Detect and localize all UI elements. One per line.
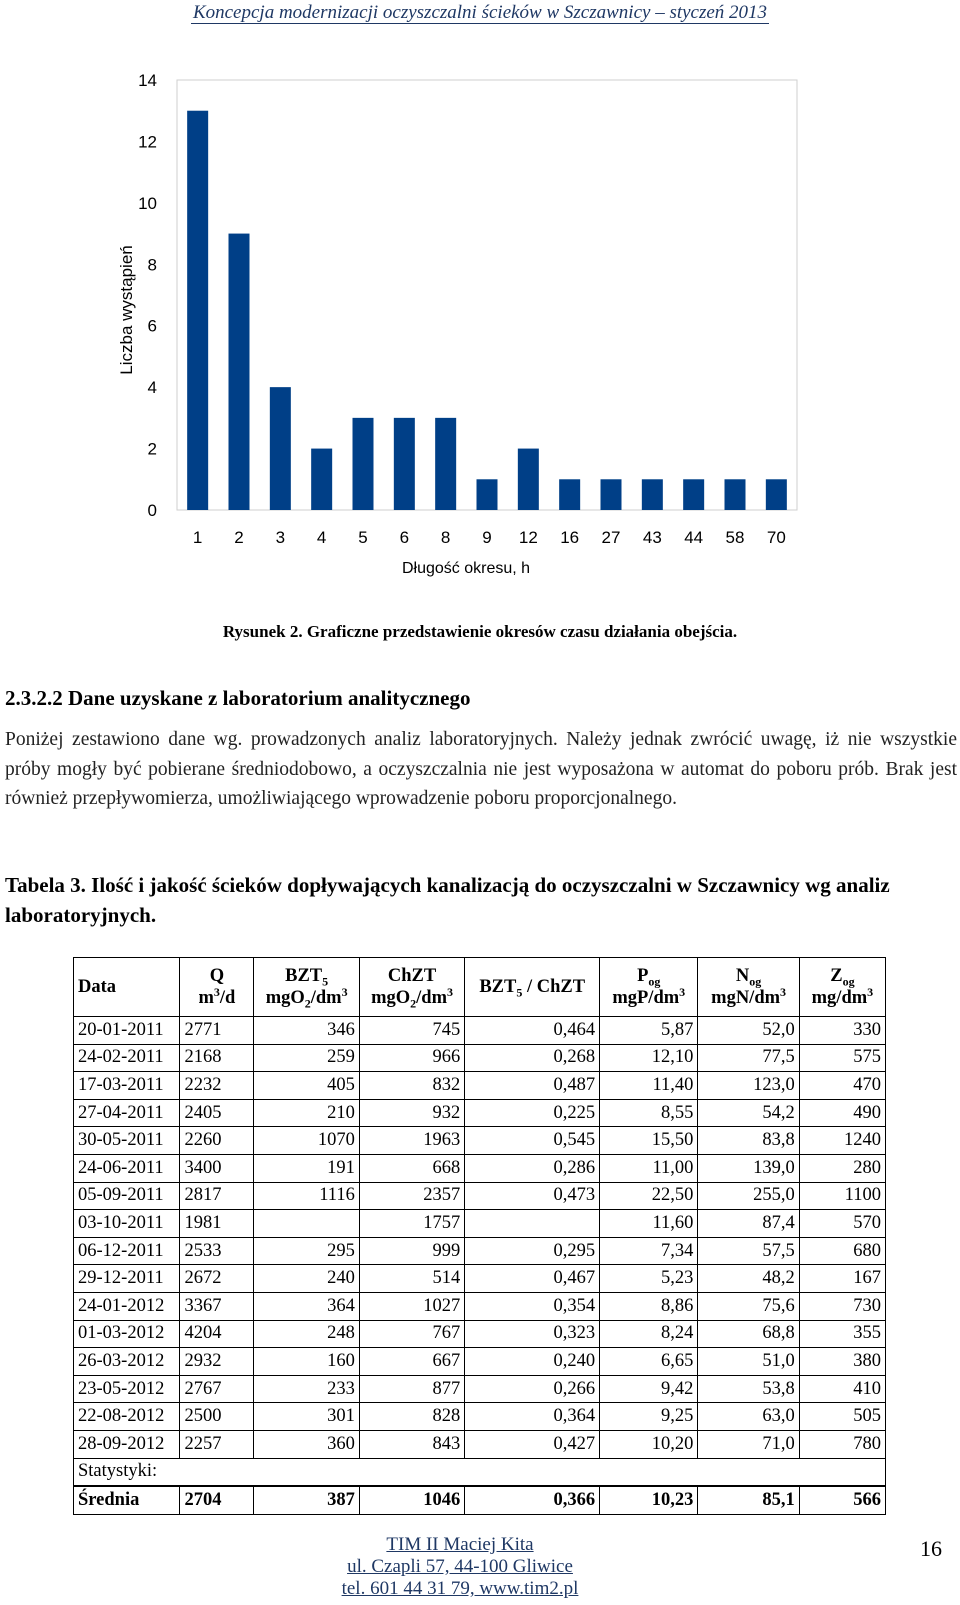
- bar: [394, 418, 415, 510]
- table-row: [74, 1127, 886, 1155]
- cell-q: 2771: [180, 1017, 254, 1045]
- cell-date: 22-08-2012: [74, 1403, 180, 1431]
- cell-zog: 730: [799, 1292, 885, 1320]
- footer-address: ul. Czapli 57, 44-100 Gliwice: [347, 1556, 573, 1577]
- cell-zog: 575: [799, 1044, 885, 1072]
- cell-nog: 77,5: [698, 1044, 799, 1072]
- bar: [229, 234, 250, 510]
- mean-chzt: 1046: [359, 1486, 464, 1514]
- mean-label: Średnia: [74, 1486, 180, 1514]
- bar: [311, 449, 332, 510]
- cell-chzt: 1027: [359, 1292, 464, 1320]
- bar: [270, 387, 291, 510]
- cell-date: 20-01-2011: [74, 1017, 180, 1045]
- cell-pog: 5,87: [600, 1017, 698, 1045]
- y-tick-label: 10: [138, 193, 157, 213]
- bar: [642, 479, 663, 510]
- cell-pog: 6,65: [600, 1348, 698, 1376]
- x-tick-label: 8: [440, 528, 451, 547]
- cell-q: 2405: [180, 1099, 254, 1127]
- bar: [559, 479, 580, 510]
- cell-date: 24-01-2012: [74, 1292, 180, 1320]
- cell-pog: 9,42: [600, 1375, 698, 1403]
- col-header-date: Data: [74, 958, 180, 1017]
- col-header-nog: $N_{og}$ mgN/$dm^3$: [698, 958, 799, 1017]
- cell-chzt: 999: [359, 1237, 464, 1265]
- col-header-zog: $Z_{og}$ $mg/dm^3$: [799, 958, 885, 1017]
- cell-zog: 167: [799, 1265, 885, 1293]
- x-tick-label: 43: [642, 528, 662, 547]
- table-title: Tabela 3. Ilość i jakość ścieków dopływających kanalizacją do oczyszczalni w Szczawnicy wg analiz laboratoryjnych.: [5, 873, 890, 927]
- cell-zog: 380: [799, 1348, 885, 1376]
- bar: [187, 111, 208, 510]
- table-row: [74, 1430, 886, 1458]
- cell-nog: 87,4: [698, 1210, 799, 1238]
- cell-nog: 75,6: [698, 1292, 799, 1320]
- stats-row: [74, 1458, 886, 1486]
- cell-ratio: 0,323: [465, 1320, 600, 1348]
- bar: [435, 418, 456, 510]
- cell-chzt: 1963: [359, 1127, 464, 1155]
- section-heading: 2.3.2.2 Dane uzyskane z laboratorium analitycznego: [5, 686, 471, 710]
- running-header: [0, 2, 960, 24]
- cell-pog: 8,86: [600, 1292, 698, 1320]
- bar: [601, 479, 622, 510]
- cell-zog: 1100: [799, 1182, 885, 1210]
- cell-nog: 123,0: [698, 1072, 799, 1100]
- cell-nog: 63,0: [698, 1403, 799, 1431]
- footer: [0, 1534, 920, 1600]
- lab-analysis-table: [73, 957, 886, 1515]
- col-header-q: Q $m^3/d$: [180, 958, 254, 1017]
- y-tick-label: 0: [147, 501, 157, 520]
- body-paragraph: Poniżej zestawiono dane wg. prowadzonych analiz laboratoryjnych. Należy jednak zwrócić uwagę, iż nie wszystkie próby mogły być pobierane średniodobowo, a oczyszczalnia nie jest wyposażona w automat do poboru prób. Brak jest również przepływomierza, umożliwiającego wprowadzenie poboru proporcjonalnego.: [5, 729, 957, 809]
- cell-bzt5: 346: [254, 1017, 359, 1045]
- cell-bzt5: 248: [254, 1320, 359, 1348]
- cell-pog: 5,23: [600, 1265, 698, 1293]
- cell-date: 26-03-2012: [74, 1348, 180, 1376]
- cell-date: 06-12-2011: [74, 1237, 180, 1265]
- cell-zog: 470: [799, 1072, 885, 1100]
- mean-pog: 10,23: [600, 1486, 698, 1514]
- cell-pog: 12,10: [600, 1044, 698, 1072]
- cell-bzt5: 240: [254, 1265, 359, 1293]
- bar: [766, 479, 787, 510]
- bar-chart: [0, 60, 960, 600]
- cell-pog: 15,50: [600, 1127, 698, 1155]
- y-tick-label: 12: [138, 132, 157, 152]
- cell-q: 2817: [180, 1182, 254, 1210]
- cell-zog: 505: [799, 1403, 885, 1431]
- cell-zog: 355: [799, 1320, 885, 1348]
- x-tick-label: 12: [518, 528, 538, 547]
- cell-bzt5: 364: [254, 1292, 359, 1320]
- cell-q: 2500: [180, 1403, 254, 1431]
- cell-ratio: 0,266: [465, 1375, 600, 1403]
- cell-q: 3400: [180, 1154, 254, 1182]
- cell-pog: 7,34: [600, 1237, 698, 1265]
- cell-q: 1981: [180, 1210, 254, 1238]
- table-row: [74, 1403, 886, 1431]
- cell-bzt5: 405: [254, 1072, 359, 1100]
- cell-ratio: 0,295: [465, 1237, 600, 1265]
- cell-pog: 8,55: [600, 1099, 698, 1127]
- cell-date: 01-03-2012: [74, 1320, 180, 1348]
- cell-chzt: 667: [359, 1348, 464, 1376]
- cell-bzt5: 301: [254, 1403, 359, 1431]
- mean-q: 2704: [180, 1486, 254, 1514]
- cell-q: 2168: [180, 1044, 254, 1072]
- cell-zog: 680: [799, 1237, 885, 1265]
- cell-date: 03-10-2011: [74, 1210, 180, 1238]
- cell-bzt5: [254, 1210, 359, 1238]
- stats-label: Statystyki:: [74, 1458, 254, 1486]
- y-tick-label: 8: [147, 255, 157, 275]
- cell-ratio: 0,545: [465, 1127, 600, 1155]
- cell-nog: 48,2: [698, 1265, 799, 1293]
- mean-zog: 566: [799, 1486, 885, 1514]
- x-tick-labels: [193, 528, 786, 547]
- cell-bzt5: 233: [254, 1375, 359, 1403]
- cell-bzt5: 360: [254, 1430, 359, 1458]
- y-tick-label: 4: [147, 378, 157, 398]
- mean-nog: 85,1: [698, 1486, 799, 1514]
- x-tick-label: 2: [234, 528, 244, 547]
- cell-ratio: 0,268: [465, 1044, 600, 1072]
- col-header-ratio: $BZT_5$ / ChZT: [465, 958, 600, 1017]
- cell-pog: 11,40: [600, 1072, 698, 1100]
- cell-zog: 570: [799, 1210, 885, 1238]
- cell-bzt5: 191: [254, 1154, 359, 1182]
- cell-ratio: 0,467: [465, 1265, 600, 1293]
- col-header-chzt: ChZT $mgO_2/dm^3$: [359, 958, 464, 1017]
- x-tick-label: 5: [358, 528, 368, 547]
- col-header-bzt5: $BZT_5$ $mgO_2/dm^3$: [254, 958, 359, 1017]
- x-tick-label: 9: [482, 528, 492, 547]
- cell-chzt: 514: [359, 1265, 464, 1293]
- cell-q: 2257: [180, 1430, 254, 1458]
- y-tick-label: 6: [147, 316, 157, 336]
- table-row: [74, 1072, 886, 1100]
- cell-q: 2672: [180, 1265, 254, 1293]
- bars: [187, 111, 787, 510]
- cell-nog: 83,8: [698, 1127, 799, 1155]
- cell-chzt: 832: [359, 1072, 464, 1100]
- bar: [477, 479, 498, 510]
- cell-ratio: [465, 1210, 600, 1238]
- cell-q: 2533: [180, 1237, 254, 1265]
- bar: [683, 479, 704, 510]
- table-row: [74, 1099, 886, 1127]
- table-row: [74, 1265, 886, 1293]
- col-header-pog: $P_{og}$ mgP/$dm^3$: [600, 958, 698, 1017]
- cell-nog: 52,0: [698, 1017, 799, 1045]
- x-tick-label: 58: [725, 528, 745, 547]
- cell-pog: 22,50: [600, 1182, 698, 1210]
- table-row: [74, 1210, 886, 1238]
- cell-bzt5: 259: [254, 1044, 359, 1072]
- cell-chzt: 828: [359, 1403, 464, 1431]
- bar: [518, 449, 539, 510]
- table-row: [74, 1320, 886, 1348]
- table-row: [74, 1348, 886, 1376]
- cell-pog: 8,24: [600, 1320, 698, 1348]
- cell-zog: 1240: [799, 1127, 885, 1155]
- table-row: [74, 1154, 886, 1182]
- x-tick-label: 27: [601, 528, 621, 547]
- cell-chzt: 668: [359, 1154, 464, 1182]
- cell-chzt: 1757: [359, 1210, 464, 1238]
- mean-ratio: 0,366: [465, 1486, 600, 1514]
- cell-bzt5: 1116: [254, 1182, 359, 1210]
- running-header-text: Koncepcja modernizacji oczyszczalni ścieków w Szczawnicy – styczeń 2013: [192, 2, 768, 23]
- cell-date: 23-05-2012: [74, 1375, 180, 1403]
- cell-q: 4204: [180, 1320, 254, 1348]
- x-tick-label: 6: [399, 528, 410, 547]
- cell-zog: 410: [799, 1375, 885, 1403]
- cell-zog: 330: [799, 1017, 885, 1045]
- bar: [725, 479, 746, 510]
- cell-nog: 139,0: [698, 1154, 799, 1182]
- x-tick-label: 70: [766, 528, 786, 547]
- y-tick-labels: [138, 71, 157, 520]
- cell-ratio: 0,364: [465, 1403, 600, 1431]
- table-row: [74, 1182, 886, 1210]
- cell-chzt: 2357: [359, 1182, 464, 1210]
- footer-contact: tel. 601 44 31 79, www.tim2.pl: [341, 1578, 579, 1599]
- cell-ratio: 0,286: [465, 1154, 600, 1182]
- cell-chzt: 966: [359, 1044, 464, 1072]
- table-row: [74, 1017, 886, 1045]
- table-row: [74, 1237, 886, 1265]
- cell-nog: 51,0: [698, 1348, 799, 1376]
- cell-pog: 9,25: [600, 1403, 698, 1431]
- table-row: [74, 1044, 886, 1072]
- cell-pog: 11,60: [600, 1210, 698, 1238]
- cell-bzt5: 1070: [254, 1127, 359, 1155]
- table-row: [74, 1375, 886, 1403]
- cell-ratio: 0,225: [465, 1099, 600, 1127]
- cell-ratio: 0,240: [465, 1348, 600, 1376]
- cell-ratio: 0,427: [465, 1430, 600, 1458]
- table-row: [74, 1292, 886, 1320]
- mean-bzt5: 387: [254, 1486, 359, 1514]
- y-tick-label: 14: [138, 71, 157, 90]
- cell-nog: 68,8: [698, 1320, 799, 1348]
- cell-bzt5: 210: [254, 1099, 359, 1127]
- mean-row: [74, 1486, 886, 1514]
- cell-date: 24-06-2011: [74, 1154, 180, 1182]
- y-axis-label: Liczba wystąpień: [117, 245, 136, 375]
- cell-date: 29-12-2011: [74, 1265, 180, 1293]
- cell-date: 27-04-2011: [74, 1099, 180, 1127]
- cell-pog: 10,20: [600, 1430, 698, 1458]
- cell-q: 2232: [180, 1072, 254, 1100]
- cell-ratio: 0,354: [465, 1292, 600, 1320]
- cell-bzt5: 160: [254, 1348, 359, 1376]
- x-tick-label: 3: [275, 528, 286, 547]
- cell-nog: 53,8: [698, 1375, 799, 1403]
- cell-date: 05-09-2011: [74, 1182, 180, 1210]
- cell-nog: 71,0: [698, 1430, 799, 1458]
- cell-date: 17-03-2011: [74, 1072, 180, 1100]
- cell-zog: 780: [799, 1430, 885, 1458]
- page-number: 16: [920, 1536, 942, 1561]
- cell-chzt: 877: [359, 1375, 464, 1403]
- cell-date: 24-02-2011: [74, 1044, 180, 1072]
- cell-date: 28-09-2012: [74, 1430, 180, 1458]
- cell-chzt: 745: [359, 1017, 464, 1045]
- cell-q: 3367: [180, 1292, 254, 1320]
- cell-date: 30-05-2011: [74, 1127, 180, 1155]
- cell-nog: 57,5: [698, 1237, 799, 1265]
- cell-chzt: 932: [359, 1099, 464, 1127]
- cell-zog: 280: [799, 1154, 885, 1182]
- cell-nog: 255,0: [698, 1182, 799, 1210]
- cell-pog: 11,00: [600, 1154, 698, 1182]
- x-axis-label: Długość okresu, h: [401, 560, 531, 577]
- cell-q: 2767: [180, 1375, 254, 1403]
- cell-bzt5: 295: [254, 1237, 359, 1265]
- cell-ratio: 0,464: [465, 1017, 600, 1045]
- cell-q: 2932: [180, 1348, 254, 1376]
- x-tick-label: 4: [316, 528, 327, 547]
- cell-nog: 54,2: [698, 1099, 799, 1127]
- y-tick-label: 2: [147, 439, 157, 459]
- cell-zog: 490: [799, 1099, 885, 1127]
- cell-ratio: 0,487: [465, 1072, 600, 1100]
- cell-chzt: 767: [359, 1320, 464, 1348]
- bar: [353, 418, 374, 510]
- stats-empty: [254, 1458, 886, 1486]
- x-tick-label: 44: [684, 528, 704, 547]
- x-tick-label: 1: [192, 528, 203, 547]
- x-tick-label: 16: [560, 528, 580, 547]
- cell-ratio: 0,473: [465, 1182, 600, 1210]
- figure-caption: Rysunek 2. Graficzne przedstawienie okresów czasu działania obejścia.: [222, 622, 738, 641]
- footer-company: TIM II Maciej Kita: [386, 1534, 534, 1555]
- table-header-row: [74, 958, 886, 1017]
- cell-chzt: 843: [359, 1430, 464, 1458]
- cell-q: 2260: [180, 1127, 254, 1155]
